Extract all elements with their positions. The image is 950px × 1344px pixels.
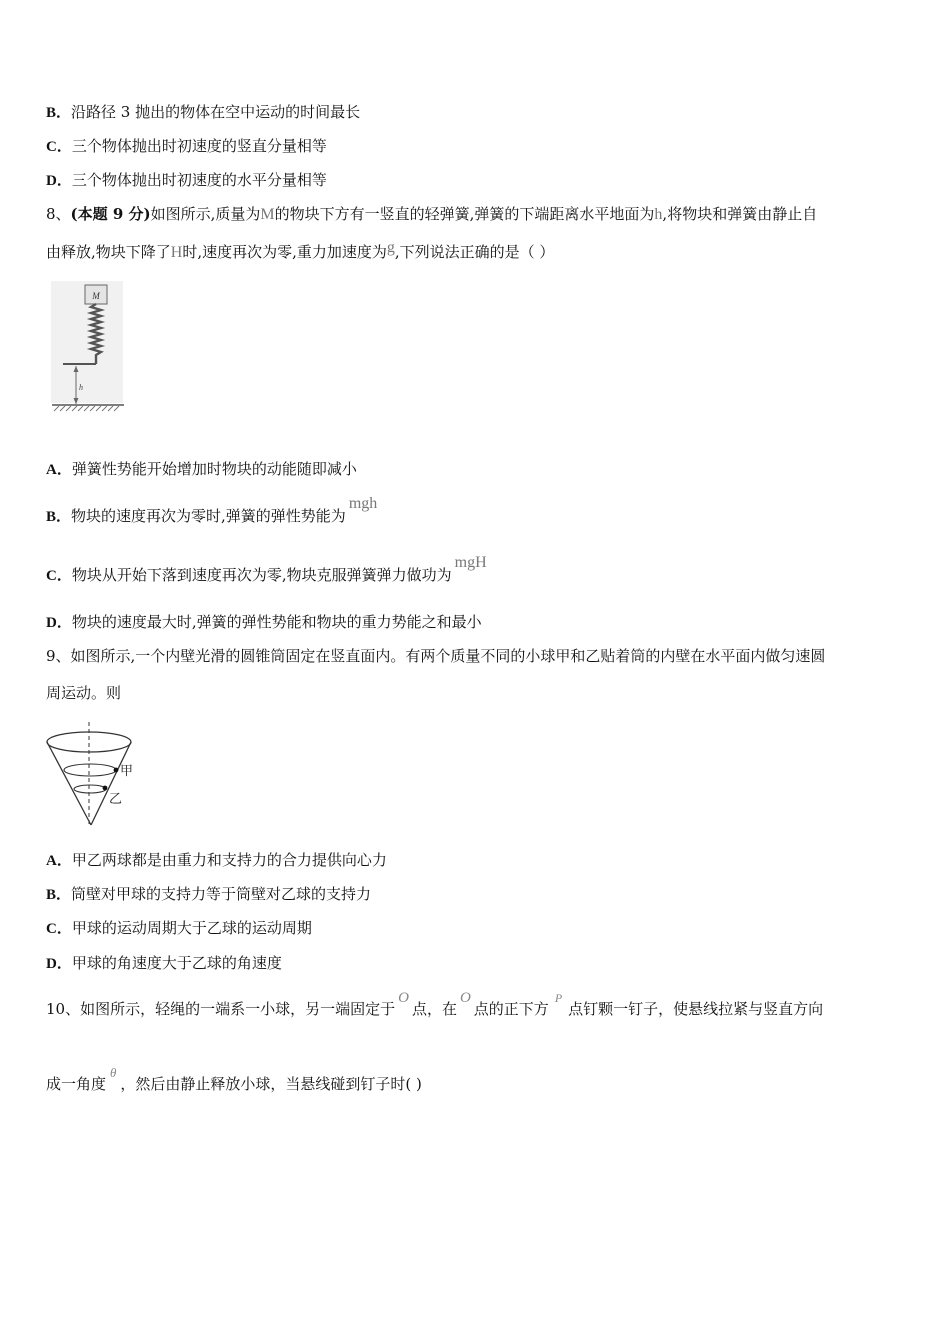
q10-stem-line1 [46,990,824,1020]
q8-stem-line2 [46,239,555,263]
option-text: 物块的速度最大时,弹簧的弹性势能和物块的重力势能之和最小 [71,613,482,631]
expr-mgh: mgh [348,495,378,512]
symbol-M: M [260,206,275,223]
q8-text: 如图所示,质量为 [150,205,261,223]
q10-text: 点的正下方 [473,1000,549,1018]
q9-option-d: D．甲球的角速度大于乙球的角速度 [46,954,282,972]
option-text: 弹簧性势能开始增加时物块的动能随即减小 [71,460,357,478]
q8-text: 时,速度再次为零,重力加速度为 [182,243,387,261]
option-text: 沿路径 3 抛出的物体在空中运动的时间最长 [71,103,361,121]
option-letter: B [46,509,57,525]
option-letter: D [46,615,57,631]
option-letter: C [46,139,57,155]
q8-number: 8、 [46,205,71,223]
q10-text: 点，在 [411,1000,457,1018]
ball-yi [103,786,108,791]
cone-rim [47,732,131,752]
option-letter: A [46,853,57,869]
q9-stem-line1: 9、如图所示,一个内壁光滑的圆锥筒固定在竖直面内。有两个质量不同的小球甲和乙贴着筒的内壁在水平面内做匀速圆 [46,647,826,665]
option-text: 甲球的运动周期大于乙球的运动周期 [71,919,312,937]
option-text: 甲球的角速度大于乙球的角速度 [71,954,282,972]
symbol-H: H [170,244,183,261]
q8-text: ,将物块和弹簧由静止自 [662,205,818,223]
option-letter: D [46,173,57,189]
q8-text: 的物块下方有一竖直的轻弹簧,弹簧的下端距离水平地面为 [274,205,655,223]
q10-text: 10、如图所示，轻绳的一端系一小球，另一端固定于 [46,1000,396,1018]
q8-text: ,下列说法正确的是（ ） [394,243,555,261]
q7-option-c: C．三个物体抛出时初速度的竖直分量相等 [46,137,327,155]
q8-text: 由释放,物块下降了 [46,243,171,261]
orbit-yi [74,785,106,793]
option-text: 物块的速度再次为零时,弹簧的弹性势能为 [71,507,346,525]
symbol-O: O [459,990,471,1006]
ground-hatching [54,406,119,411]
q8-option-c: C．物块从开始下落到速度再次为零,物块克服弹簧弹力做功为mgH [46,554,487,584]
q8-option-b: B．物块的速度再次为零时,弹簧的弹性势能为mgh [46,495,378,525]
q8-score-tag: (本题 9 分) [70,205,151,223]
option-text: 物块从开始下落到速度再次为零,物块克服弹簧弹力做功为 [71,566,452,584]
q8-stem-line1 [46,204,817,225]
q8-option-a: A．弹簧性势能开始增加时物块的动能随即减小 [46,460,357,478]
q7-option-d: D．三个物体抛出时初速度的水平分量相等 [46,171,327,189]
cone-wall-left [47,742,91,825]
q10-stem-line2 [46,1065,422,1095]
q9-option-b: B．筒壁对甲球的支持力等于筒壁对乙球的支持力 [46,885,372,903]
option-letter: C [46,921,57,937]
q9-cone-figure [44,720,144,830]
label-yi: 乙 [109,792,123,807]
symbol-h: h [654,206,663,223]
q9-option-c: C．甲球的运动周期大于乙球的运动周期 [46,919,312,937]
option-letter: B [46,105,57,121]
symbol-P: P [554,991,563,1005]
ball-jia [114,768,119,773]
q8-option-d: D．物块的速度最大时,弹簧的弹性势能和物块的重力势能之和最小 [46,613,482,631]
option-text: 三个物体抛出时初速度的竖直分量相等 [71,137,327,155]
cone-wall-right [91,742,134,825]
q7-option-b: B．沿路径 3 抛出的物体在空中运动的时间最长 [46,103,361,121]
q10-text: 成一角度 [46,1075,107,1093]
option-letter: A [46,462,57,478]
option-letter: D [46,956,57,972]
orbit-jia [64,764,116,776]
q9-option-a: A．甲乙两球都是由重力和支持力的合力提供向心力 [46,851,387,869]
expr-mgH: mgH [454,554,487,571]
option-text: 甲乙两球都是由重力和支持力的合力提供向心力 [71,851,387,869]
mass-label: M [92,291,100,301]
option-text: 筒壁对甲球的支持力等于筒壁对乙球的支持力 [71,885,372,903]
option-text: 三个物体抛出时初速度的水平分量相等 [71,171,327,189]
label-jia: 甲 [120,764,134,779]
symbol-O: O [398,990,409,1006]
height-label: h [79,383,83,392]
q8-spring-figure [50,280,130,415]
q10-text: ，然后由静止释放小球，当悬线碰到钉子时( ) [120,1075,422,1093]
symbol-g: g [386,239,395,256]
q10-text: 点钉颗一钉子，使悬线拉紧与竖直方向 [568,1000,824,1018]
symbol-theta: θ [110,1065,117,1080]
q9-stem-line2: 周运动。则 [46,684,122,702]
option-letter: C [46,568,57,584]
option-letter: B [46,887,57,903]
